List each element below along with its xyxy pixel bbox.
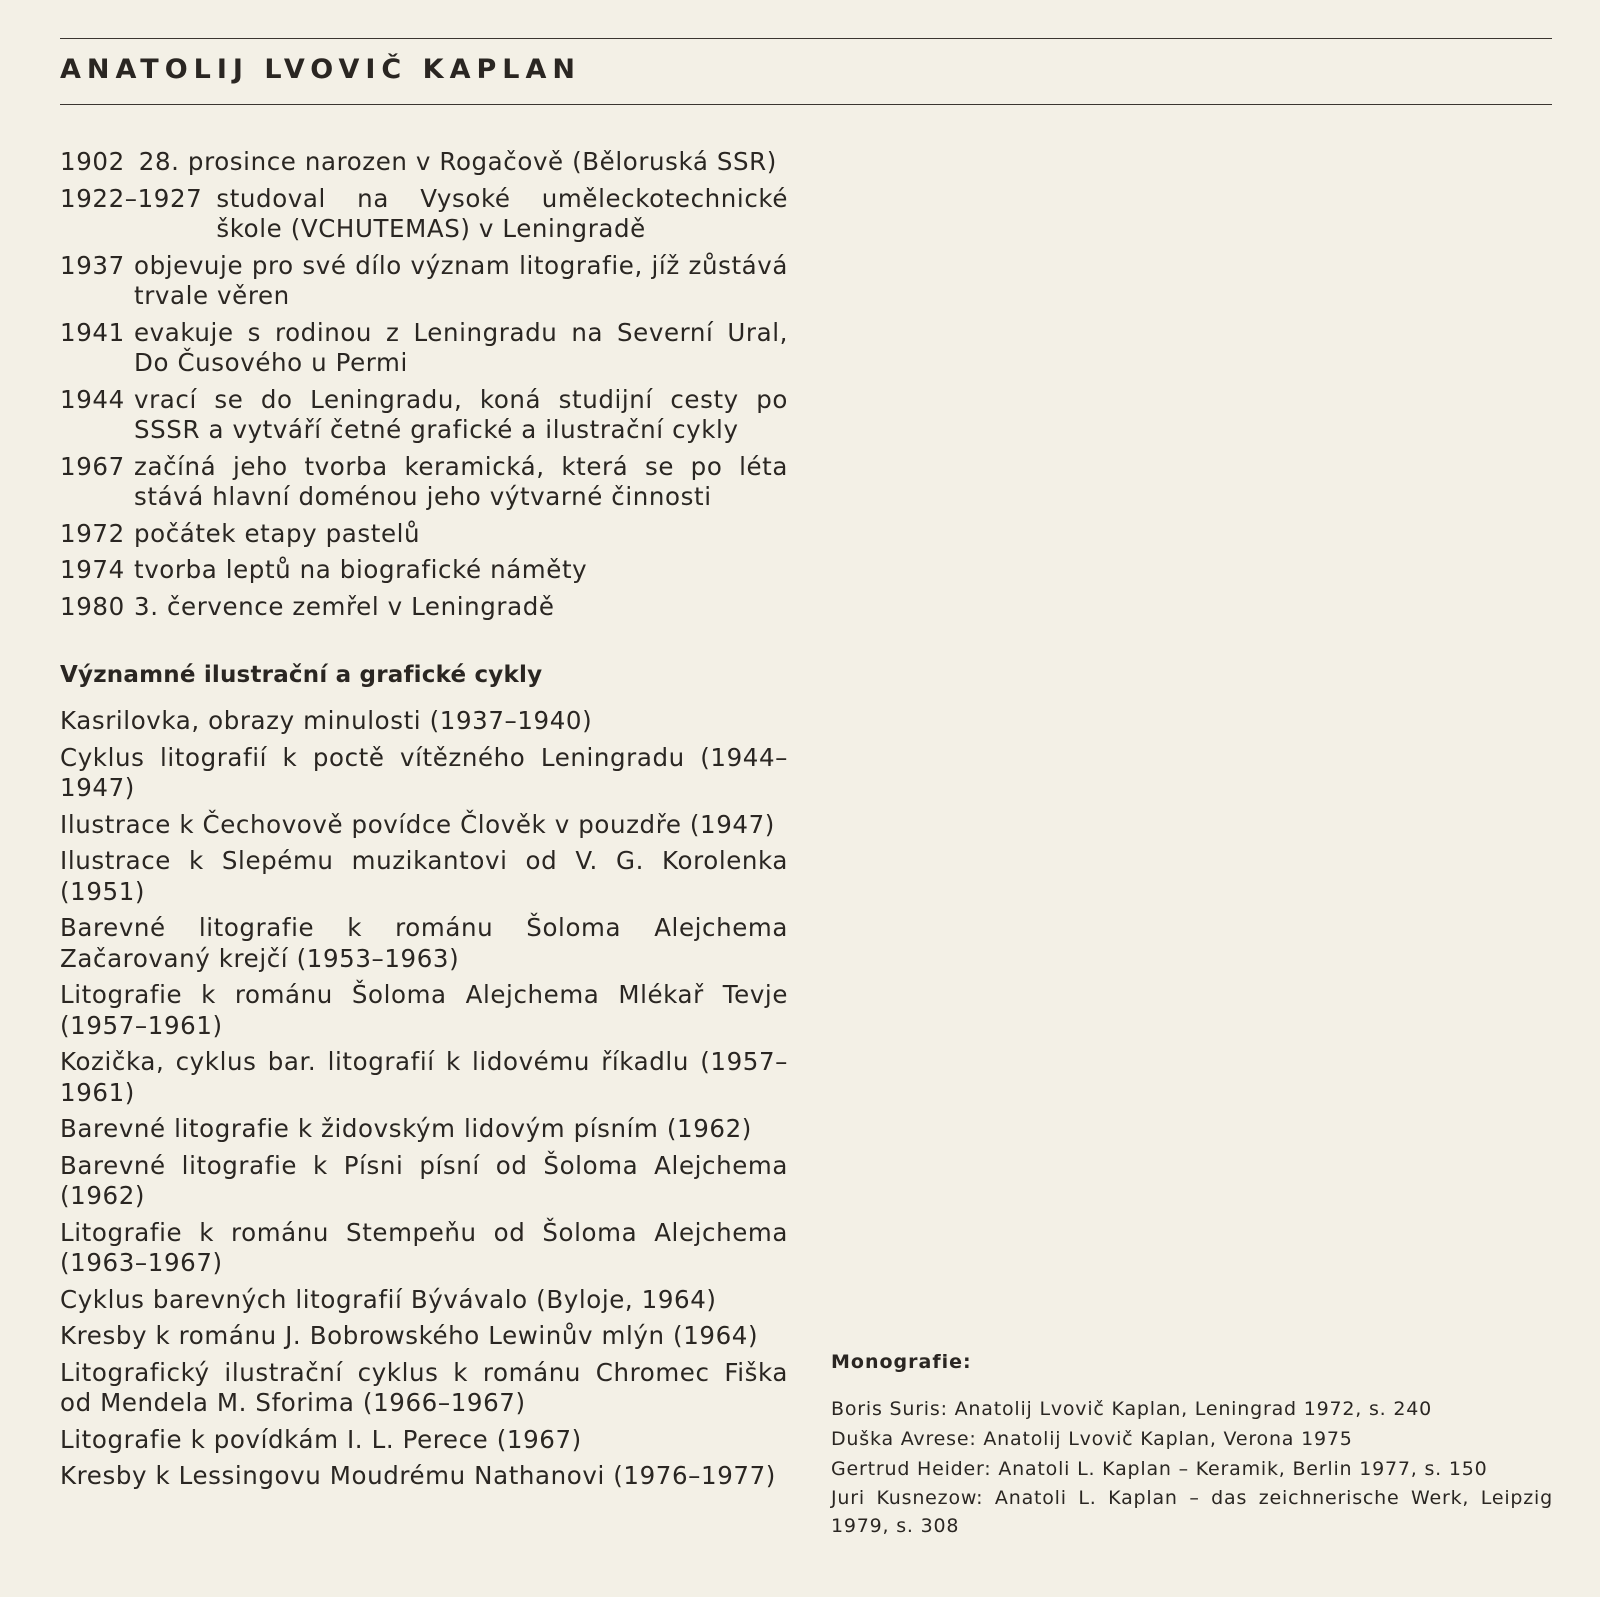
chronology-text: tvorba leptů na biografické náměty: [134, 555, 588, 584]
chronology-entry: [60, 251, 788, 312]
chronology-text: počátek etapy pastelů: [134, 518, 421, 548]
works-item: Ilustrace k Čechovově povídce Člověk v pouzdře (1947): [60, 809, 775, 839]
main-column: [60, 147, 788, 1498]
works-item: Kozička, cyklus bar. litografií k lidovému říkadlu (1957–1961): [60, 1047, 788, 1107]
header-rule-top: [60, 38, 1552, 39]
chronology-entry: [60, 184, 788, 245]
chronology-year: 1902: [60, 147, 125, 176]
monographs-heading: Monografie:: [831, 1351, 972, 1373]
chronology-year: 1941: [60, 317, 125, 347]
monograph-item: Gertrud Heider: Anatoli L. Kaplan – Keramik, Berlin 1977, s. 150: [831, 1458, 1488, 1480]
works-item: Barevné litografie k Písni písní od Šoloma Alejchema (1962): [60, 1150, 788, 1210]
chronology-entry: [60, 452, 788, 513]
monographs-section: [831, 1350, 1553, 1540]
works-item: Litografie k románu Šoloma Alejchema Mlékař Tevje (1957–1961): [60, 980, 788, 1040]
chronology-entry: [60, 519, 788, 550]
chronology-text: 28. prosince narozen v Rogačově (Běloruská SSR): [138, 147, 777, 176]
works-item: Litografický ilustrační cyklus k románu Chromec Fiška od Mendela M. Sforima (1966–1967): [60, 1357, 788, 1417]
works-item: Ilustrace k Slepému muzikantovi od V. G. Korolenka (1951): [60, 846, 788, 906]
works-item: Litografie k románu Stempeňu od Šoloma Alejchema (1963–1967): [60, 1217, 788, 1277]
page-title: ANATOLIJ LVOVIČ KAPLAN: [60, 54, 581, 85]
works-heading: Významné ilustrační a grafické cykly: [60, 662, 543, 688]
works-item: Kasrilovka, obrazy minulosti (1937–1940): [60, 706, 593, 735]
works-item: Kresby k Lessingovu Moudrému Nathanovi (1976–1977): [60, 1461, 776, 1490]
monograph-item: Juri Kusnezow: Anatoli L. Kaplan – das zeichnerische Werk, Leipzig 1979, s. 308: [831, 1487, 1553, 1537]
monograph-item: Boris Suris: Anatolij Lvovič Kaplan, Leningrad 1972, s. 240: [831, 1398, 1432, 1420]
monograph-item: Duška Avrese: Anatolij Lvovič Kaplan, Verona 1975: [831, 1428, 1353, 1450]
works-item: Cyklus barevných litografií Bývávalo (Byloje, 1964): [60, 1284, 717, 1314]
chronology-text: začíná jeho tvorba keramická, která se po léta stává hlavní doménou jeho výtvarné činnosti: [134, 451, 788, 511]
works-item: Litografie k povídkám I. L. Perece (1967): [60, 1424, 582, 1454]
chronology-text: evakuje s rodinou z Leningradu na Severní Ural, Do Čusového u Permi: [134, 317, 788, 377]
header-rule-bottom: [60, 104, 1552, 105]
chronology-list: [60, 147, 788, 622]
chronology-text: studoval na Vysoké uměleckotechnické škole (VCHUTEMAS) v Leningradě: [216, 183, 788, 243]
chronology-text: objevuje pro své dílo význam litografie, jíž zůstává trvale věren: [134, 250, 788, 310]
chronology-year: 1972: [60, 518, 125, 548]
chronology-entry: [60, 555, 788, 586]
chronology-year: 1922–1927: [60, 183, 203, 213]
chronology-text: vrací se do Leningradu, koná studijní cesty po SSSR a vytváří četné grafické a ilustrační cykly: [134, 384, 788, 444]
chronology-text: 3. července zemřel v Leningradě: [134, 591, 555, 621]
works-item: Kresby k románu J. Bobrowského Lewinův mlýn (1964): [60, 1321, 759, 1350]
chronology-entry: [60, 592, 788, 623]
works-list: [60, 706, 788, 1492]
chronology-entry: [60, 385, 788, 446]
works-item: Cyklus litografií k poctě vítězného Leningradu (1944–1947): [60, 742, 788, 802]
monographs-list: [831, 1394, 1553, 1540]
chronology-entry: [60, 147, 788, 178]
chronology-entry: [60, 318, 788, 379]
chronology-year: 1967: [60, 451, 125, 481]
chronology-year: 1937: [60, 250, 125, 280]
works-item: Barevné litografie k židovským lidovým písním (1962): [60, 1114, 752, 1143]
works-item: Barevné litografie k románu Šoloma Alejchema Začarovaný krejčí (1953–1963): [60, 913, 788, 973]
chronology-year: 1944: [60, 384, 125, 414]
chronology-year: 1974: [60, 555, 125, 584]
chronology-year: 1980: [60, 591, 125, 621]
